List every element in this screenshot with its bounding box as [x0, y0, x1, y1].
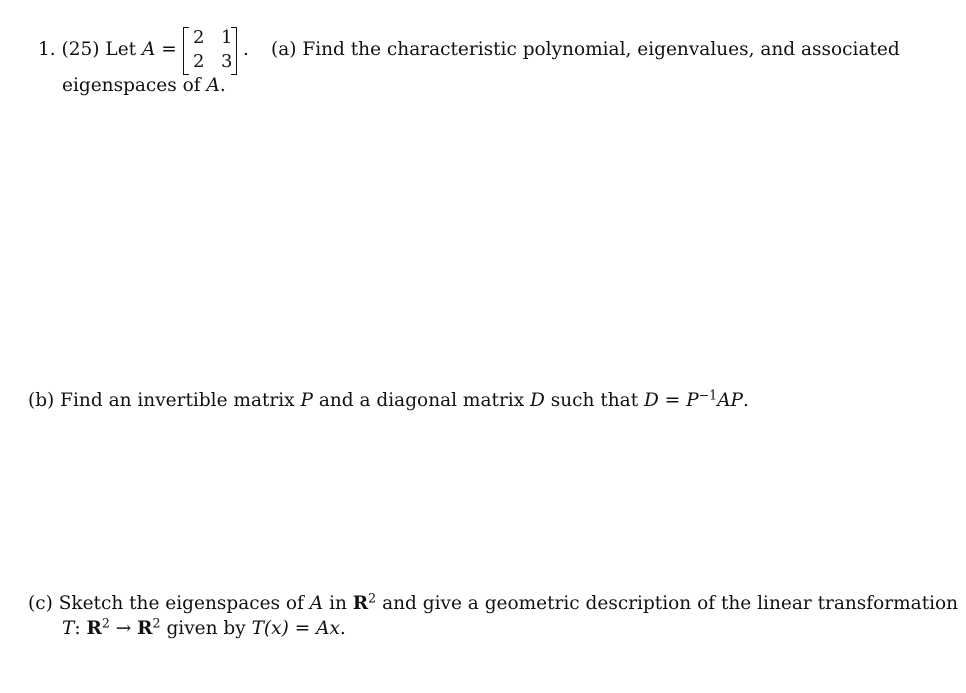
problem-points: (25)	[61, 39, 100, 60]
part-c-space-dim: 2	[368, 590, 377, 606]
let-text: Let	[105, 39, 137, 60]
problem-number: 1.	[38, 39, 56, 60]
part-b-eq-d: D	[644, 390, 659, 411]
part-c-text-2: in	[329, 593, 347, 614]
part-c-text-4: given by	[166, 618, 246, 639]
period: .	[243, 39, 249, 60]
matrix-period	[243, 41, 249, 60]
part-c-label: (c)	[28, 593, 53, 614]
part-a-text: Find the characteristic polynomial, eigenvalues, and associated	[302, 39, 900, 60]
part-c-map-domain-exp: 2	[101, 615, 110, 631]
part-b-label: (b)	[28, 390, 55, 411]
matrix-cell-22: 3	[221, 51, 233, 72]
matrix-left-bracket	[183, 27, 189, 75]
part-c-var-a: A	[309, 593, 324, 614]
matrix-variable: A	[141, 39, 156, 60]
part-c-rule-eq: =	[294, 618, 311, 639]
part-c-rule-period: .	[339, 618, 346, 639]
matrix-right-bracket	[231, 27, 237, 75]
matrix-a	[183, 27, 237, 75]
part-b-text-3: such that	[550, 390, 639, 411]
part-a-line-2	[62, 77, 226, 96]
equals-sign: =	[161, 39, 177, 60]
part-b-eq-period: .	[743, 390, 749, 411]
part-c-rule-lhs: T(x)	[251, 618, 289, 639]
part-c-line-1	[28, 590, 959, 614]
part-a-label: (a)	[271, 39, 297, 60]
matrix-cell-21: 2	[193, 51, 205, 72]
part-c-map-codomain: R	[137, 618, 153, 639]
part-b-text-2: and a diagonal matrix	[318, 390, 525, 411]
part-c-map-domain: R	[86, 618, 102, 639]
part-a-line-1	[271, 41, 900, 60]
part-b-eq-p: P	[686, 390, 699, 411]
part-c-space: R	[352, 593, 369, 614]
part-b-var-d: D	[530, 390, 545, 411]
part-c-map-arrow: →	[115, 618, 132, 639]
part-c-map-t: T	[62, 618, 75, 639]
part-b-var-p: P	[300, 390, 313, 411]
matrix-cell-12: 1	[221, 27, 233, 48]
problem-header	[38, 41, 177, 60]
part-b-line	[28, 387, 749, 411]
part-c-map-codomain-exp: 2	[152, 615, 161, 631]
part-b-eq-ap: AP	[717, 390, 743, 411]
matrix-cell-11: 2	[193, 27, 205, 48]
part-a-continuation: eigenspaces of	[62, 75, 201, 96]
part-c-text-3: and give a geometric description of the linear transformation	[382, 593, 959, 614]
part-c-rule-rhs: Ax	[316, 618, 340, 639]
part-a-period: .	[219, 75, 226, 96]
part-c-line-2	[62, 615, 346, 639]
part-c-text-1: Sketch the eigenspaces of	[58, 593, 304, 614]
part-a-matrix-ref: A	[206, 75, 220, 96]
part-b-eq-sign: =	[664, 390, 681, 411]
part-b-text-1: Find an invertible matrix	[60, 390, 295, 411]
part-c-map-colon: :	[74, 618, 81, 639]
part-b-eq-exponent: −1	[698, 387, 718, 403]
